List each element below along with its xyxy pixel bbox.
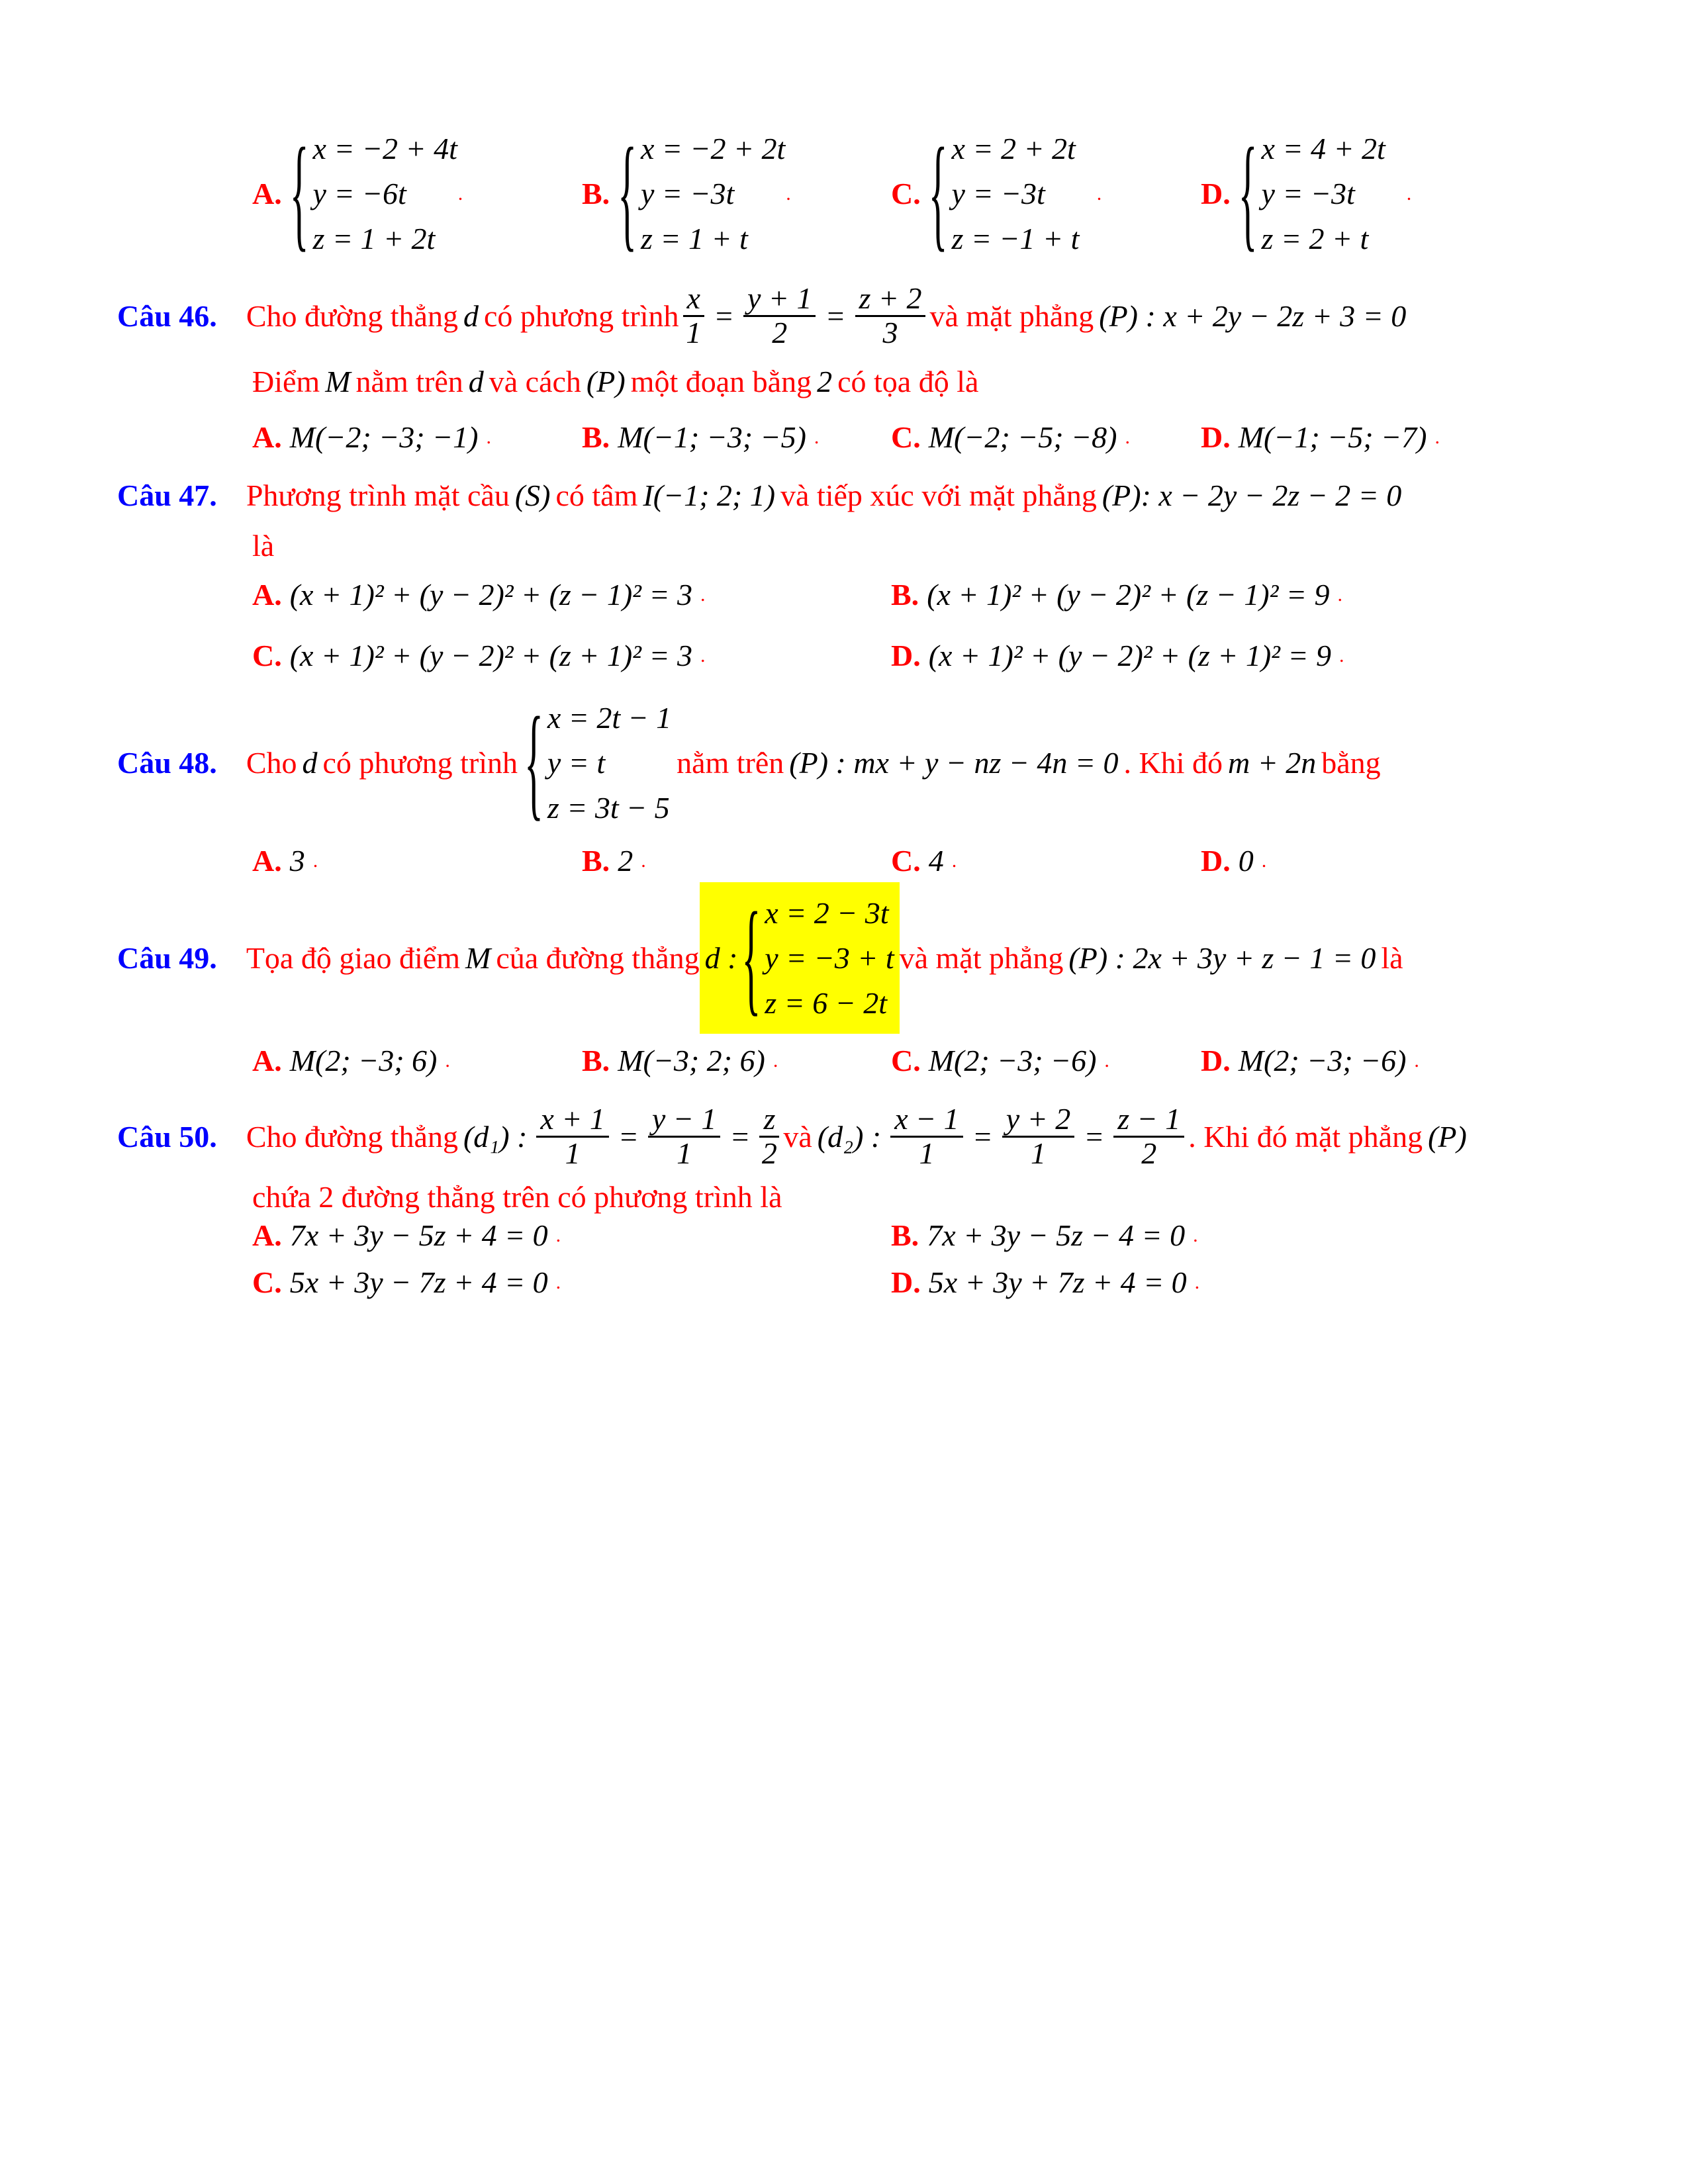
equals: = bbox=[825, 298, 846, 333]
option-label: D. bbox=[1201, 844, 1231, 878]
option-value: (x + 1)² + (y − 2)² + (z + 1)² = 9 bbox=[928, 639, 1331, 672]
option-label: B. bbox=[582, 177, 610, 210]
period: . bbox=[1194, 1271, 1200, 1293]
option-label: A. bbox=[252, 844, 282, 878]
answer-option-d[interactable] bbox=[891, 1265, 1199, 1300]
option-value: M(2; −3; 6) bbox=[289, 1044, 438, 1077]
question-label: Câu 49. bbox=[117, 941, 217, 975]
option-label: D. bbox=[891, 1265, 921, 1299]
option-label: D. bbox=[891, 639, 921, 672]
math: m + 2n bbox=[1227, 746, 1317, 780]
option-label: C. bbox=[252, 1265, 282, 1299]
option-label: B. bbox=[891, 578, 919, 612]
period: . bbox=[486, 426, 491, 448]
period: . bbox=[555, 1271, 561, 1293]
equation-system: { x = 4 + 2t y = −3t z = 2 + t bbox=[1239, 134, 1404, 254]
period: . bbox=[641, 849, 646, 872]
period: . bbox=[1104, 1049, 1109, 1071]
option-value: M(−2; −5; −8) bbox=[928, 420, 1117, 454]
question-label: Câu 48. bbox=[117, 746, 217, 780]
math: M bbox=[325, 365, 351, 398]
brace-icon: { bbox=[741, 887, 761, 1027]
text: Tọa độ giao điểm bbox=[246, 941, 461, 975]
period: . bbox=[1434, 426, 1440, 448]
math: (P) : 2x + 3y + z − 1 = 0 bbox=[1068, 941, 1376, 975]
period: . bbox=[773, 1049, 778, 1071]
fraction: $\frac{z + 2}{3}$ bbox=[855, 283, 926, 349]
period: . bbox=[445, 1049, 450, 1071]
option-label: B. bbox=[582, 844, 610, 878]
option-label: A. bbox=[252, 578, 282, 612]
answer-option-a[interactable] bbox=[252, 420, 491, 455]
text: Điểm bbox=[252, 365, 320, 398]
option-value: 7x + 3y − 5z − 4 = 0 bbox=[927, 1218, 1186, 1252]
period: . bbox=[1406, 182, 1412, 205]
period: . bbox=[555, 1224, 561, 1246]
equals: = bbox=[713, 298, 734, 333]
period: . bbox=[1339, 644, 1344, 666]
answer-option-b[interactable] bbox=[582, 420, 819, 455]
text: là bbox=[1381, 941, 1403, 975]
text: bằng bbox=[1321, 746, 1381, 780]
text: là bbox=[252, 529, 275, 563]
answer-option-c[interactable] bbox=[891, 420, 1130, 455]
option-value: M(−2; −3; −1) bbox=[289, 420, 479, 454]
answer-option-d[interactable] bbox=[1201, 122, 1411, 265]
answer-option-a[interactable] bbox=[252, 1218, 561, 1253]
period: . bbox=[1125, 426, 1130, 448]
answer-option-c[interactable] bbox=[891, 843, 957, 878]
period: . bbox=[1337, 583, 1342, 606]
text: và cách bbox=[489, 365, 581, 398]
math: (P) : mx + y − nz − 4n = 0 bbox=[789, 746, 1119, 780]
equation-system: { x = 2 + 2t y = −3t z = −1 + t bbox=[929, 134, 1094, 254]
period: . bbox=[700, 644, 706, 666]
text: có phương trình bbox=[483, 298, 679, 333]
text: và tiếp xúc với mặt phẳng bbox=[780, 478, 1097, 512]
answer-option-c[interactable] bbox=[252, 1265, 561, 1300]
equation-system: { x = −2 + 4t y = −6t z = 1 + 2t bbox=[290, 134, 455, 254]
answer-option-b[interactable] bbox=[891, 1218, 1198, 1253]
brace-icon: { bbox=[618, 122, 637, 263]
option-label: C. bbox=[891, 1044, 921, 1077]
option-value: M(2; −3; −6) bbox=[1238, 1044, 1407, 1077]
option-label: B. bbox=[891, 1218, 919, 1252]
period: . bbox=[951, 849, 957, 872]
text: nằm trên bbox=[355, 365, 463, 398]
question-label: Câu 50. bbox=[117, 1119, 217, 1154]
answer-option-c[interactable] bbox=[891, 1043, 1109, 1078]
answer-option-b[interactable] bbox=[891, 577, 1342, 612]
math: d bbox=[463, 298, 479, 333]
question-label: Câu 47. bbox=[117, 478, 217, 512]
period: . bbox=[1414, 1049, 1419, 1071]
math: (P): x − 2y − 2z − 2 = 0 bbox=[1102, 478, 1402, 512]
period: . bbox=[457, 182, 463, 205]
option-value: 2 bbox=[618, 844, 633, 878]
period: . bbox=[700, 583, 706, 606]
answer-option-b[interactable] bbox=[582, 1043, 778, 1078]
text: Cho đường thẳng bbox=[246, 298, 458, 333]
period: . bbox=[1261, 849, 1267, 872]
answer-option-d[interactable] bbox=[891, 638, 1344, 673]
text: có tọa độ là bbox=[837, 365, 979, 398]
answer-option-c[interactable] bbox=[891, 122, 1102, 265]
answer-option-a[interactable] bbox=[252, 843, 318, 878]
fraction: $\frac{y + 1}{2}$ bbox=[743, 283, 816, 349]
option-label: D. bbox=[1201, 1044, 1231, 1077]
math: 2 bbox=[817, 365, 833, 398]
equation-system: { x = 2t − 1 y = t z = 3t − 5 bbox=[524, 703, 663, 823]
period: . bbox=[312, 849, 318, 872]
option-label: A. bbox=[252, 177, 282, 210]
text: một đoạn bằng bbox=[630, 365, 812, 398]
fraction: $\frac{x}{1}$ bbox=[683, 283, 704, 349]
math: M bbox=[465, 941, 491, 975]
text: nằm trên bbox=[677, 746, 784, 780]
text: của đường thẳng bbox=[496, 941, 700, 975]
option-label: A. bbox=[252, 1218, 282, 1252]
option-value: M(−1; −3; −5) bbox=[618, 420, 806, 454]
question-label: Câu 46. bbox=[117, 298, 217, 333]
option-label: C. bbox=[891, 177, 921, 210]
answer-option-d[interactable] bbox=[1201, 1043, 1419, 1078]
option-label: D. bbox=[1201, 177, 1231, 210]
option-value: M(−3; 2; 6) bbox=[618, 1044, 765, 1077]
text: và mặt phẳng bbox=[929, 298, 1094, 333]
math: (P) bbox=[1428, 1119, 1467, 1154]
text: có phương trình bbox=[322, 746, 518, 780]
answer-option-d[interactable] bbox=[1201, 420, 1440, 455]
option-value: 5x + 3y + 7z + 4 = 0 bbox=[928, 1265, 1187, 1299]
option-value: (x + 1)² + (y − 2)² + (z − 1)² = 9 bbox=[927, 578, 1330, 612]
text: có tâm bbox=[555, 478, 638, 512]
text: chứa 2 đường thẳng trên có phương trình là bbox=[252, 1180, 782, 1214]
option-value: 3 bbox=[289, 844, 305, 878]
equation-system: { x = −2 + 2t y = −3t z = 1 + t bbox=[618, 134, 783, 254]
answer-option-b[interactable] bbox=[582, 843, 646, 878]
option-value: M(2; −3; −6) bbox=[928, 1044, 1097, 1077]
period: . bbox=[786, 182, 791, 205]
math: I(−1; 2; 1) bbox=[643, 478, 776, 512]
brace-icon: { bbox=[1238, 122, 1258, 263]
option-label: B. bbox=[582, 1044, 610, 1077]
answer-option-b[interactable] bbox=[582, 122, 791, 265]
math: (d₁) : bbox=[463, 1119, 528, 1154]
text: . Khi đó mặt phẳng bbox=[1188, 1119, 1423, 1154]
answer-option-a[interactable] bbox=[252, 1043, 450, 1078]
math: (S) bbox=[514, 478, 551, 512]
period: . bbox=[1096, 182, 1102, 205]
option-value: 7x + 3y − 5z + 4 = 0 bbox=[289, 1218, 548, 1252]
brace-icon: { bbox=[928, 122, 948, 263]
option-value: (x + 1)² + (y − 2)² + (z + 1)² = 3 bbox=[289, 639, 692, 672]
option-label: C. bbox=[891, 420, 921, 454]
text: Cho bbox=[246, 746, 297, 780]
option-value: M(−1; −5; −7) bbox=[1238, 420, 1427, 454]
answer-option-a[interactable] bbox=[252, 122, 463, 265]
option-value: 0 bbox=[1238, 844, 1254, 878]
option-label: C. bbox=[891, 844, 921, 878]
period: . bbox=[1193, 1224, 1198, 1246]
text: . Khi đó bbox=[1123, 746, 1223, 780]
option-label: B. bbox=[582, 420, 610, 454]
math: d bbox=[468, 365, 484, 398]
highlighted-line-equation: d : { x = 2 − 3t y = −3 + t z = 6 − 2t bbox=[700, 882, 900, 1034]
text: và bbox=[783, 1119, 812, 1154]
brace-icon: { bbox=[289, 122, 309, 263]
text: và mặt phẳng bbox=[899, 941, 1064, 975]
answer-option-a[interactable] bbox=[252, 577, 706, 612]
text: Cho đường thẳng bbox=[246, 1119, 458, 1154]
option-label: A. bbox=[252, 420, 282, 454]
option-value: (x + 1)² + (y − 2)² + (z − 1)² = 3 bbox=[289, 578, 692, 612]
equation-system: { x = 2 − 3t y = −3 + t z = 6 − 2t bbox=[741, 898, 894, 1019]
option-value: 5x + 3y − 7z + 4 = 0 bbox=[289, 1265, 548, 1299]
math: (P) bbox=[586, 365, 626, 398]
math: (P) : x + 2y − 2z + 3 = 0 bbox=[1099, 298, 1407, 333]
option-label: D. bbox=[1201, 420, 1231, 454]
period: . bbox=[814, 426, 820, 448]
brace-icon: { bbox=[524, 692, 543, 832]
math: (d₂) : bbox=[817, 1119, 882, 1154]
option-label: A. bbox=[252, 1044, 282, 1077]
math: d bbox=[302, 746, 318, 780]
option-value: 4 bbox=[928, 844, 944, 878]
text: Phương trình mặt cầu bbox=[246, 478, 510, 512]
option-label: C. bbox=[252, 639, 282, 672]
answer-option-d[interactable] bbox=[1201, 843, 1266, 878]
answer-option-c[interactable] bbox=[252, 638, 706, 673]
